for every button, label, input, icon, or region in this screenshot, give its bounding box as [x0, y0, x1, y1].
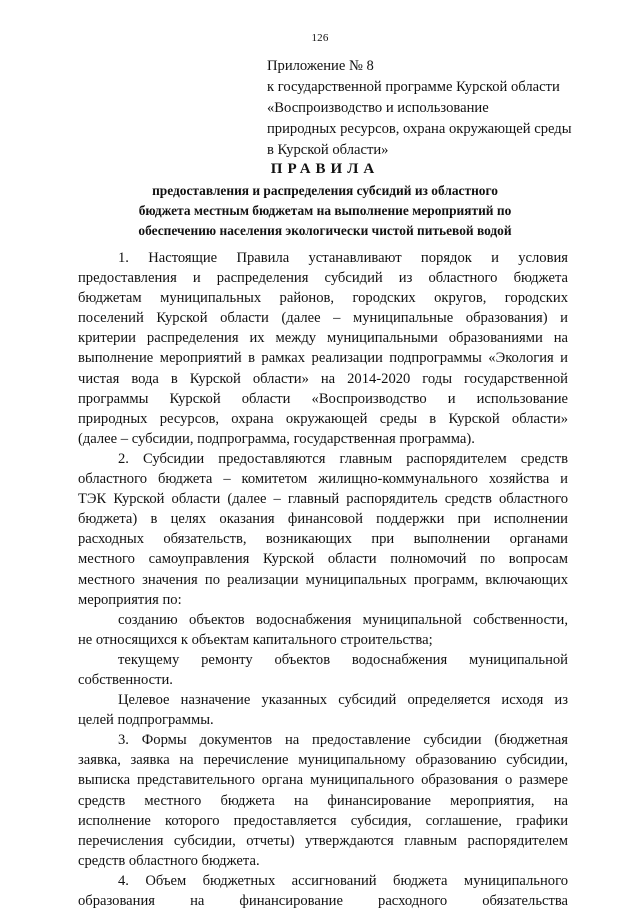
appendix-line: «Воспроизводство и использование: [267, 100, 489, 116]
text-line: текущему ремонту объектов водоснабжения муниципальной: [118, 651, 568, 668]
text-line: мероприятия по:: [78, 591, 182, 608]
appendix-line: природных ресурсов, охрана окружающей среды: [267, 121, 572, 137]
text-line: образования на финансирование расходного обязательства: [78, 893, 568, 909]
text-line: 1. Настоящие Правила устанавливают порядок и условия: [118, 250, 568, 266]
text-line: средств местного бюджета на финансирование мероприятия, на: [78, 792, 568, 809]
text-line: природных ресурсов, охрана окружающей среды в Курской области»: [78, 410, 568, 427]
text-line: не относящихся к объектам капитального строительства;: [78, 631, 433, 648]
text-line: местного значения по реализации муниципальных программ, включающих: [78, 571, 568, 588]
text-line: бюджета) в целях оказания финансовой поддержки при исполнении: [78, 511, 568, 528]
appendix-line: к государственной программе Курской области: [267, 79, 560, 95]
text-line: расходных обязательств, возникающих при выполнении органами: [78, 531, 568, 548]
paragraph-purpose: [78, 690, 568, 730]
paragraph-2-item-2: [78, 650, 568, 690]
document-body: [78, 248, 568, 911]
text-line: созданию объектов водоснабжения муниципальной собственности,: [118, 611, 568, 628]
subtitle-line: обеспечению населения экологически чистой питьевой водой: [138, 223, 512, 238]
paragraph-2: [78, 449, 568, 610]
text-line: заявка, заявка на перечисление муниципальному образованию субсидии,: [78, 752, 568, 769]
page-number: 126: [311, 32, 329, 44]
text-line: программы Курской области «Воспроизводство и использование: [78, 390, 568, 407]
text-line: выполнение мероприятий в рамках реализации подпрограммы «Экология и: [78, 350, 568, 367]
text-line: предоставления и распределения субсидий из областного бюджета: [78, 270, 568, 287]
appendix-line: Приложение № 8: [267, 58, 374, 74]
text-line: целей подпрограммы.: [78, 712, 214, 729]
text-line: областного бюджета – комитетом жилищно-коммунального хозяйства и: [78, 471, 568, 488]
text-line: Целевое назначение указанных субсидий определяется исходя из: [118, 692, 568, 709]
text-line: поселений Курской области (далее – муниципальные образования) и: [78, 310, 568, 327]
paragraph-3: [78, 730, 568, 871]
document-subtitle: [80, 181, 570, 241]
document-title: ПРАВИЛА: [270, 161, 380, 177]
paragraph-2-item-1: [78, 610, 568, 650]
text-line: собственности.: [78, 671, 173, 688]
appendix-line: в Курской области»: [267, 142, 389, 158]
subtitle-line: бюджета местным бюджетам на выполнение мероприятий по: [138, 203, 512, 218]
text-line: исполнение которого предоставляется субсидия, соглашение, графики: [78, 812, 568, 829]
text-line: чистая вода в Курской области» на 2014-2020 годы государственной: [78, 370, 568, 387]
text-line: 4. Объем бюджетных ассигнований бюджета муниципального: [118, 872, 568, 889]
text-line: выписка представительного органа муниципального образования о размере: [78, 772, 568, 789]
text-line: критерии распределения их между муниципальными образованиями на: [78, 330, 568, 347]
text-line: бюджетам муниципальных районов, городских округов, городских: [78, 290, 568, 307]
paragraph-1: [78, 248, 568, 449]
appendix-header: [267, 56, 607, 161]
text-line: (далее – субсидии, подпрограмма, государственная программа).: [78, 430, 475, 447]
text-line: местного самоуправления Курской области полномочий по вопросам: [78, 551, 568, 568]
subtitle-line: предоставления и распределения субсидий из областного: [152, 183, 498, 198]
text-line: 3. Формы документов на предоставление субсидии (бюджетная: [118, 732, 568, 749]
text-line: ТЭК Курской области (далее – главный распорядитель средств областного: [78, 491, 568, 508]
text-line: средств областного бюджета.: [78, 852, 260, 869]
text-line: перечисления субсидии, отчеты) утверждаются главным распорядителем: [78, 832, 568, 849]
text-line: 2. Субсидии предоставляются главным распорядителем средств: [118, 450, 568, 467]
